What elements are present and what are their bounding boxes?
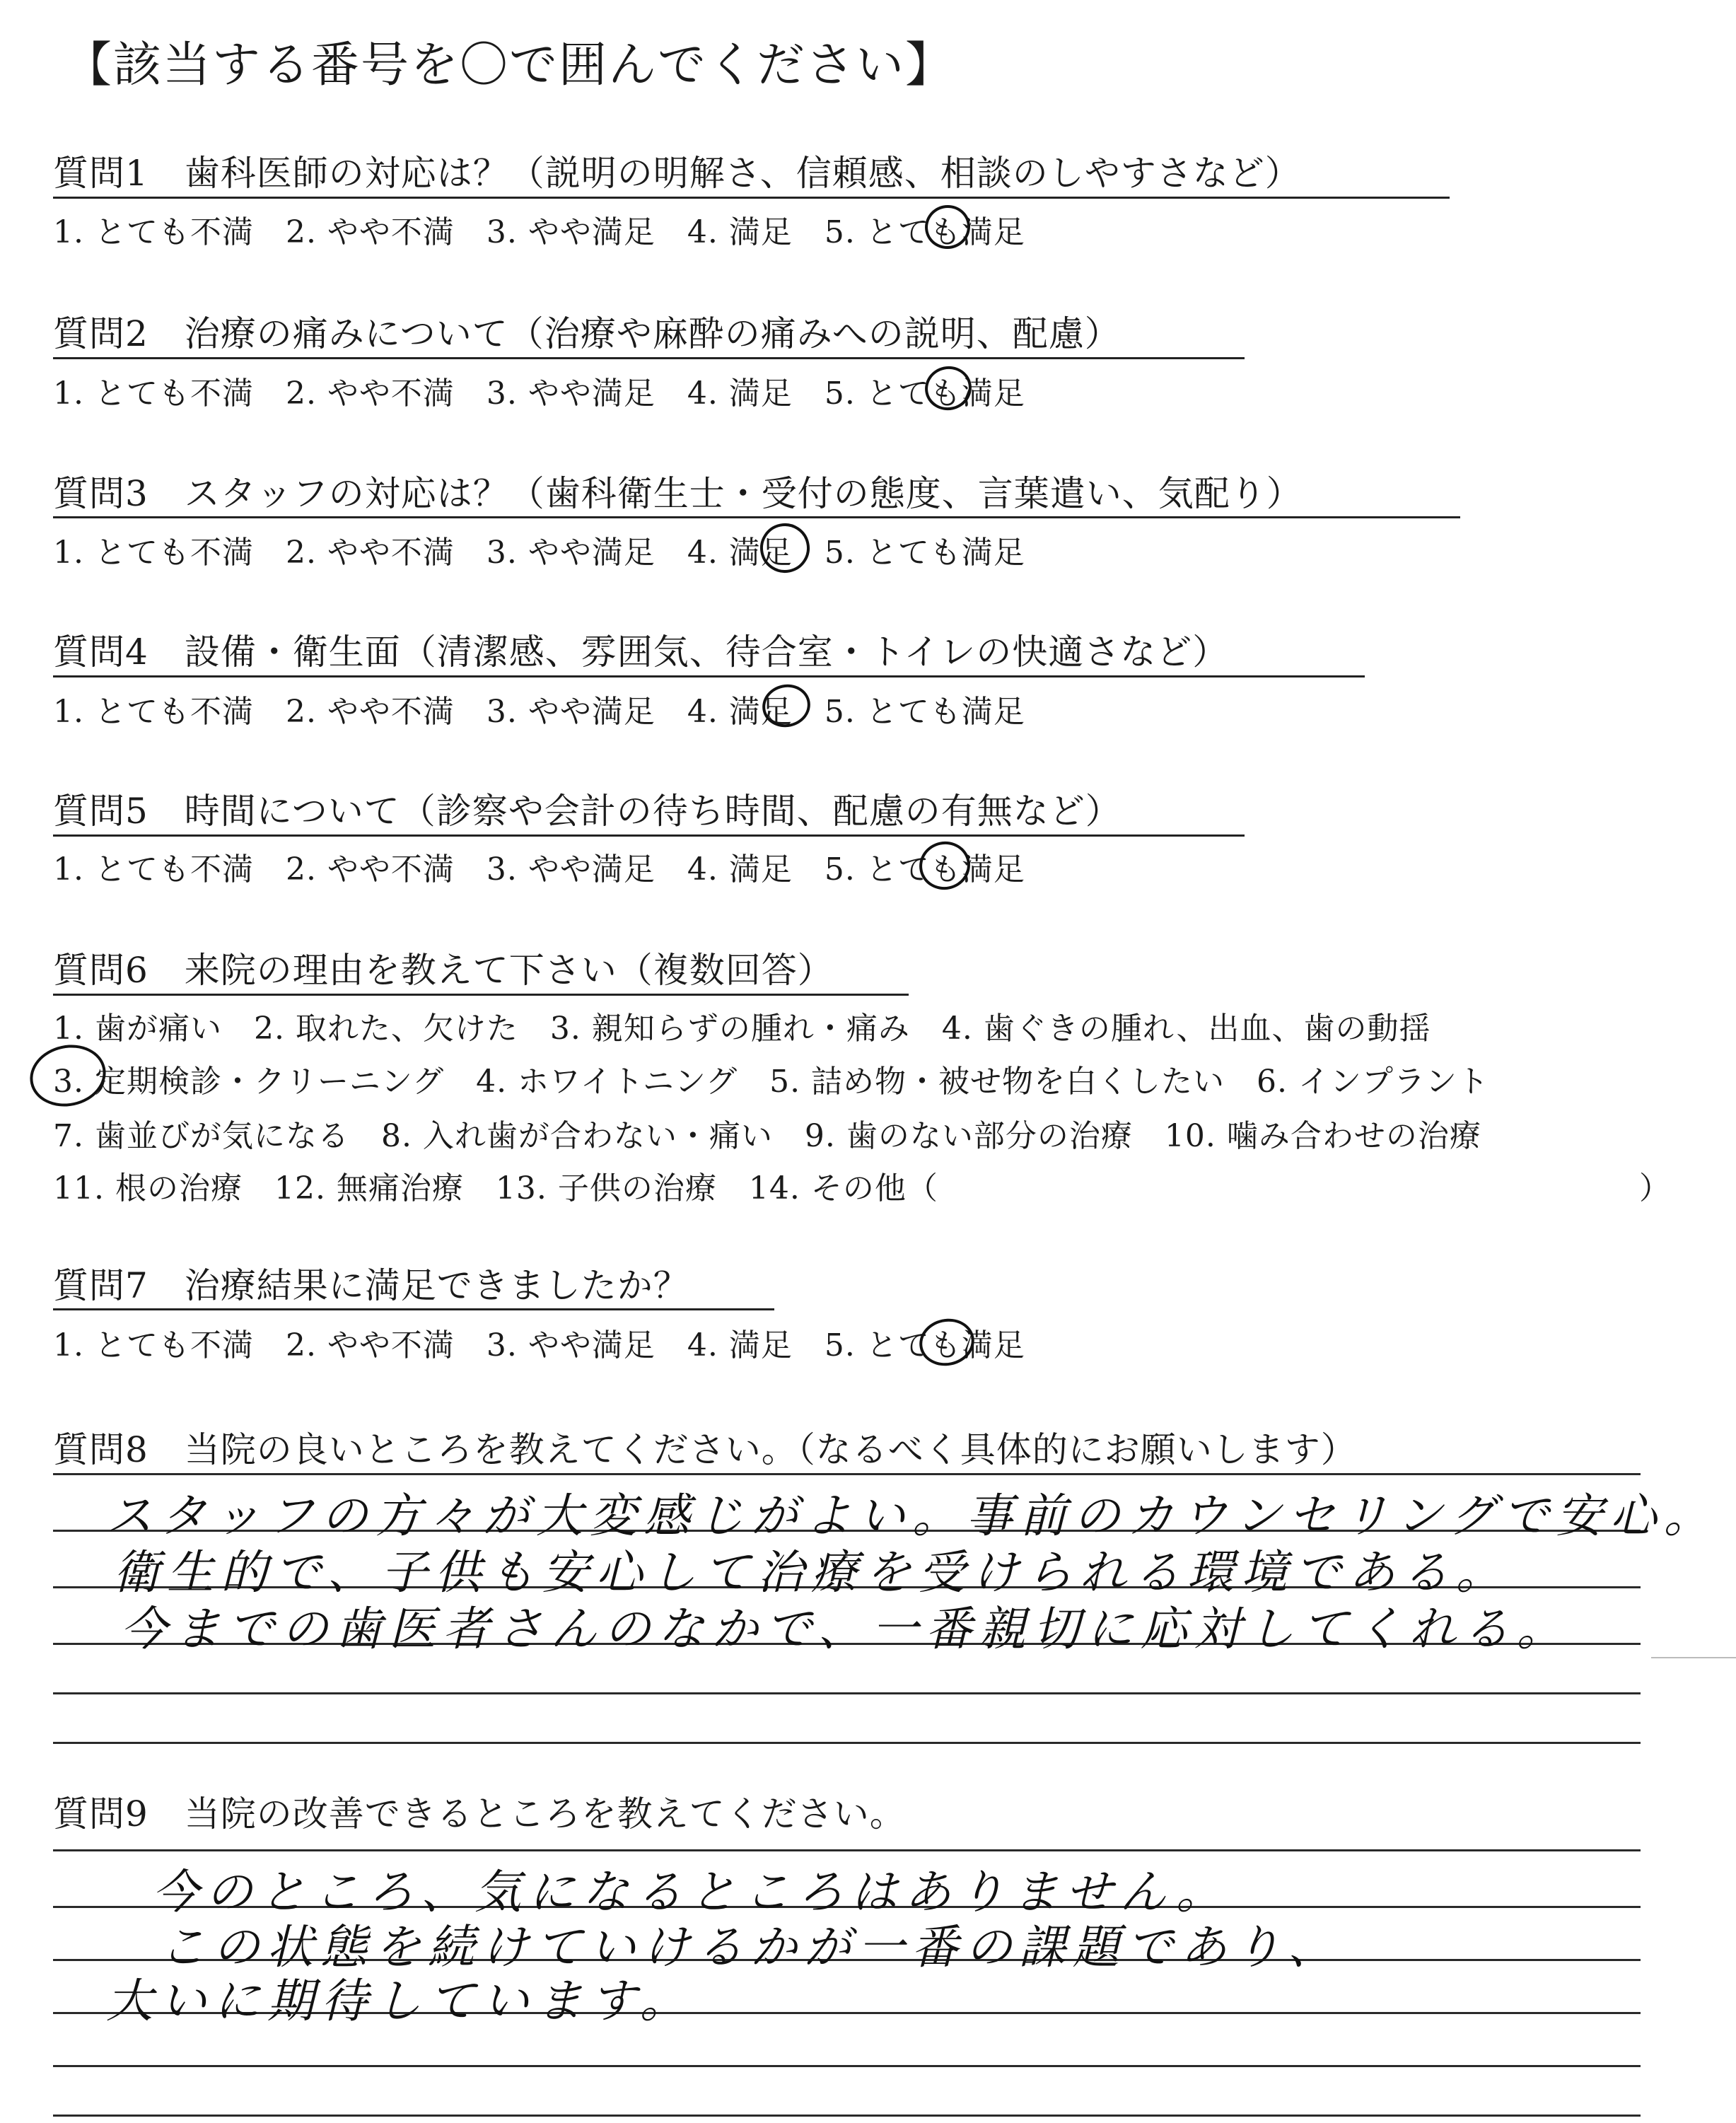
question-9-title: 質問9 当院の改善できるところを教えてください。 [53,1793,906,1834]
question-9-rule-6 [53,2115,1641,2117]
question-1-underline [53,197,1450,199]
question-9-answer-line-1: 今のところ、気になるところはありません。 [152,1865,1230,1919]
question-5-title: 質問5 時間について（診察や会計の待ち時間、配慮の有無など） [53,791,1122,832]
question-7-underline [53,1308,774,1310]
question-5-underline [53,834,1245,837]
question-8-rule-6 [53,1742,1641,1744]
question-4-options: 1. とても不満 2. やや不満 3. やや満足 4. 満足 5. とても満足 [53,694,1025,730]
question-2-title: 質問2 治療の痛みについて（治療や麻酔の痛みへの説明、配慮） [53,313,1121,354]
question-2-options: 1. とても不満 2. やや不満 3. やや満足 4. 満足 5. とても満足 [53,376,1025,412]
question-9-rule-1 [53,1849,1641,1851]
question-8-answer-line-2: 衛生的で、子供も安心して治療を受けられる環境である。 [113,1545,1510,1600]
question-5-options: 1. とても不満 2. やや不満 3. やや満足 4. 満足 5. とても満足 [53,851,1025,888]
question-4-title: 質問4 設備・衛生面（清潔感、雰囲気、待合室・トイレの快適さなど） [53,632,1229,673]
question-6-close-paren: ） [1639,1170,1671,1206]
question-4-underline [53,675,1365,677]
question-6-line-4: 11. 根の治療 12. 無痛治療 13. 子供の治療 14. その他（ [53,1170,938,1206]
question-6-underline [53,994,909,996]
question-7-title: 質問7 治療結果に満足できましたか？ [53,1265,689,1306]
question-6-answer-circle [24,1038,112,1114]
question-9-rule-5 [53,2065,1641,2067]
question-8-answer-line-3: 今までの歯医者さんのなかで、一番親切に応対してくれる。 [120,1602,1571,1656]
question-9-answer-line-2: この状態を続けていけるかが一番の課題であり、 [159,1920,1341,1974]
question-8-rule-1 [53,1473,1641,1475]
scan-smudge [1651,1657,1736,1658]
question-9-answer-line-3: 大いに期待しています。 [106,1974,694,2028]
question-8-answer-line-1: スタッフの方々が大変感じがよい。事前のカウンセリングで安心。 [106,1489,1718,1543]
question-3-title: 質問3 スタッフの対応は？（歯科衛生士・受付の態度、言葉遣い、気配り） [53,473,1303,514]
question-1-options: 1. とても不満 2. やや不満 3. やや満足 4. 満足 5. とても満足 [53,214,1025,250]
question-6-line-3: 7. 歯並びが気になる 8. 入れ歯が合わない・痛い 9. 歯のない部分の治療 10. 噛み合わせの治療 [53,1118,1481,1154]
question-6-title: 質問6 来院の理由を教えて下さい（複数回答） [53,950,834,991]
question-6-line-1: 1. 歯が痛い 2. 取れた、欠けた 3. 親知らずの腫れ・痛み 4. 歯ぐきの腫れ、出血、歯の動揺 [53,1011,1431,1047]
question-3-options: 1. とても不満 2. やや不満 3. やや満足 4. 満足 5. とても満足 [53,535,1025,571]
question-3-underline [53,516,1460,518]
question-2-underline [53,357,1245,359]
question-8-rule-5 [53,1692,1641,1694]
question-7-options: 1. とても不満 2. やや不満 3. やや満足 4. 満足 5. とても満足 [53,1327,1025,1363]
question-6-line-2: 3. 定期検診・クリーニング 4. ホワイトニング 5. 詰め物・被せ物を白くしたい 6. インプラント [53,1064,1490,1100]
question-1-title: 質問1 歯科医師の対応は？（説明の明解さ、信頼感、相談のしやすさなど） [53,153,1301,194]
form-header: 【該当する番号を〇で囲んでください】 [64,37,955,93]
question-8-title: 質問8 当院の良いところを教えてください。（なるべく具体的にお願いします） [53,1429,1357,1470]
